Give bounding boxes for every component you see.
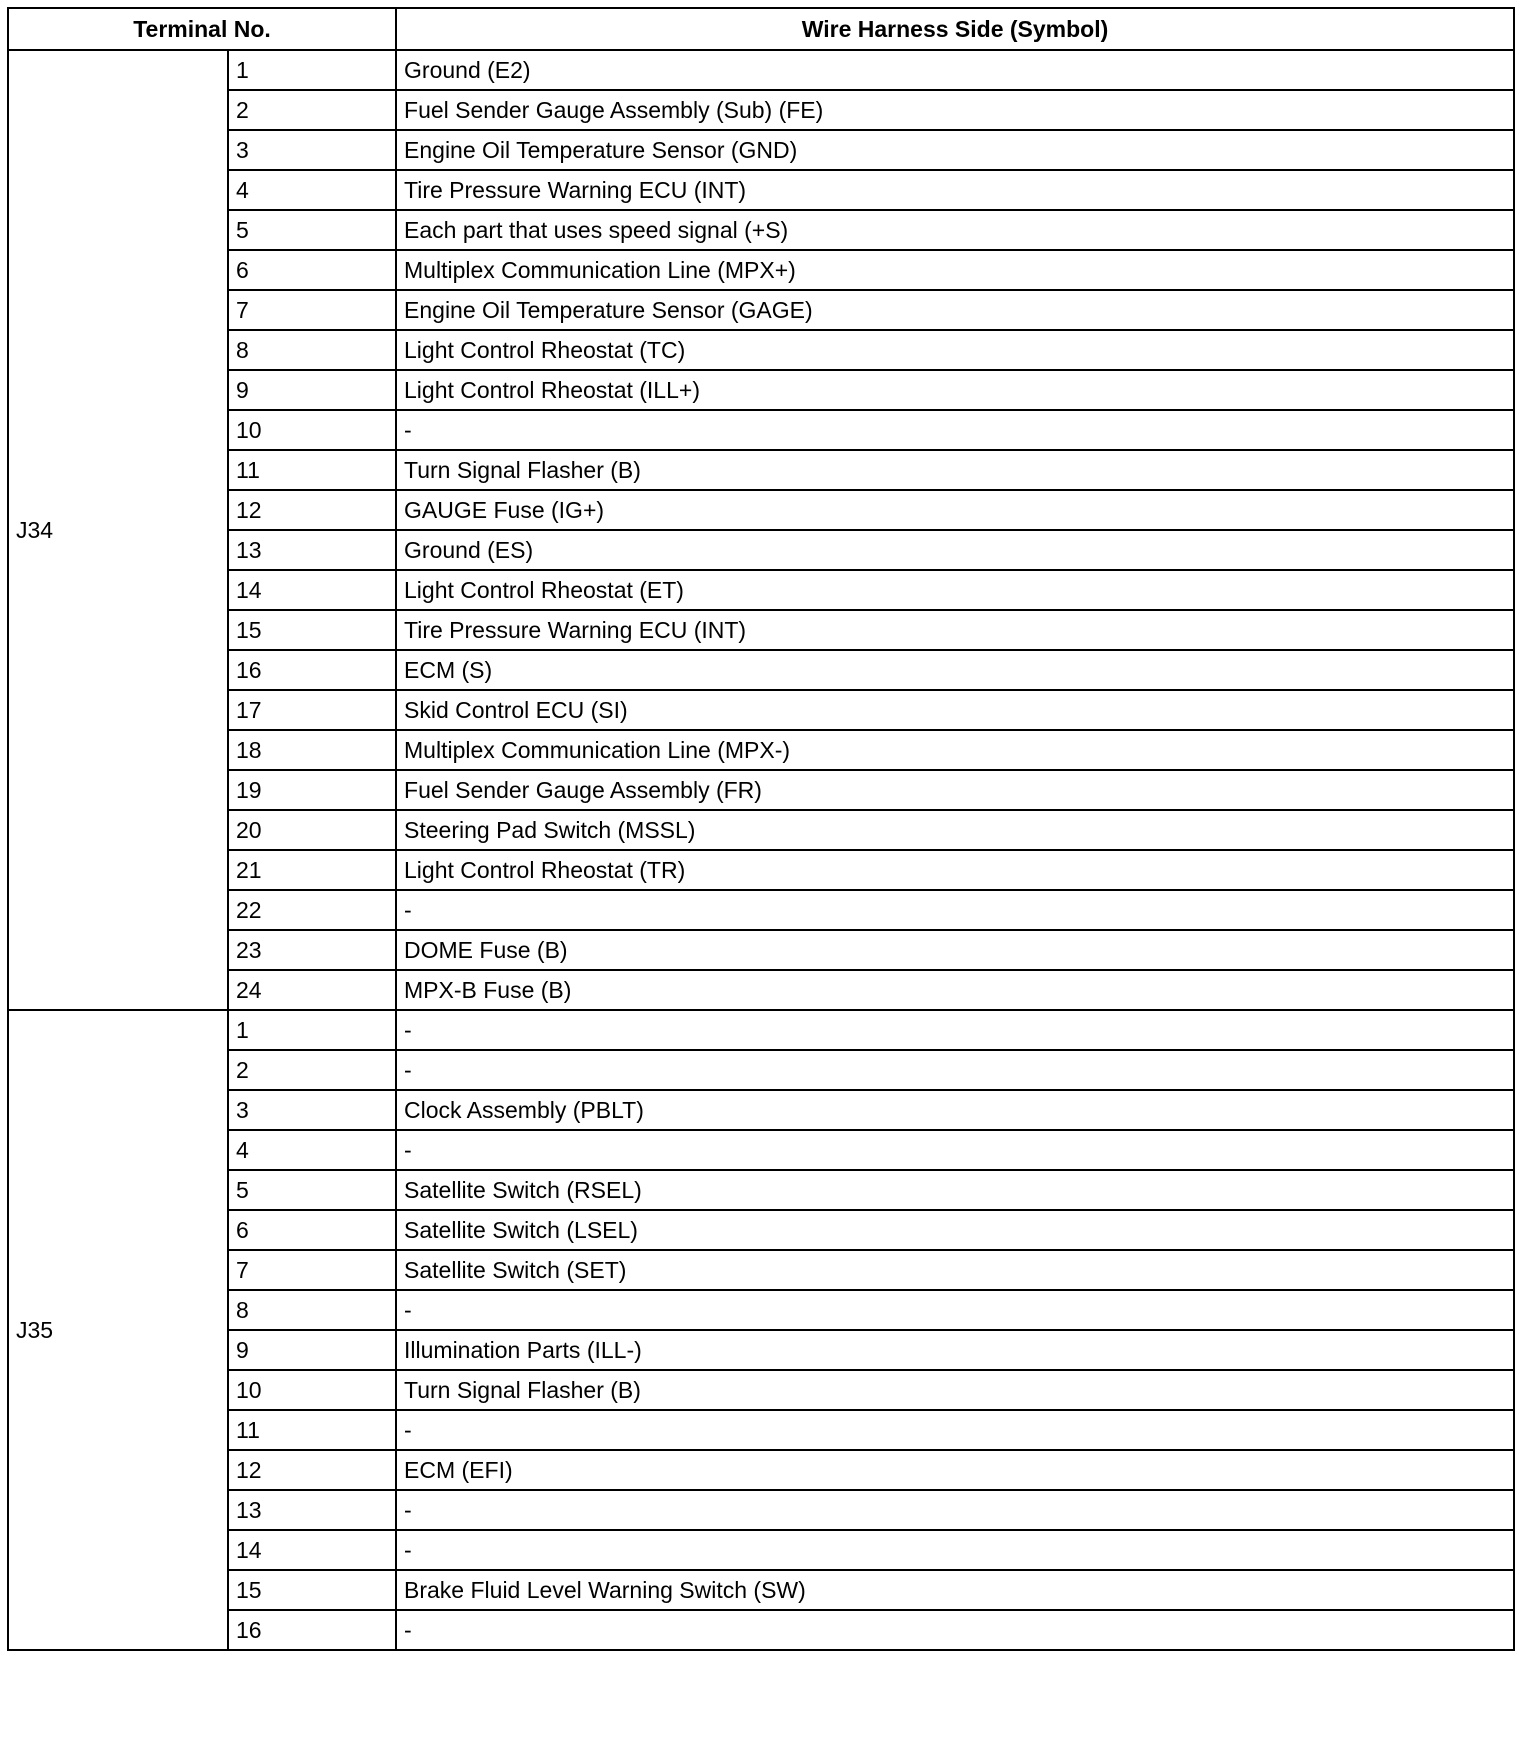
table-row (8, 450, 1514, 490)
wire-harness-cell: Multiplex Communication Line (MPX+) (396, 250, 1514, 290)
terminal-number-cell: 7 (228, 1250, 396, 1290)
terminal-number-cell: 24 (228, 970, 396, 1010)
terminal-number-cell: 8 (228, 1290, 396, 1330)
connector-cell: J34 (8, 50, 228, 1010)
table-row (8, 1290, 1514, 1330)
header-terminal-no: Terminal No. (8, 8, 396, 50)
terminal-number-cell: 21 (228, 850, 396, 890)
table-row (8, 50, 1514, 90)
terminal-number-cell: 19 (228, 770, 396, 810)
terminal-number-cell: 11 (228, 450, 396, 490)
wire-harness-cell: Fuel Sender Gauge Assembly (Sub) (FE) (396, 90, 1514, 130)
terminal-number-cell: 20 (228, 810, 396, 850)
terminal-number-cell: 10 (228, 410, 396, 450)
terminal-number-cell: 5 (228, 210, 396, 250)
wire-harness-cell: Engine Oil Temperature Sensor (GND) (396, 130, 1514, 170)
wire-harness-cell: Turn Signal Flasher (B) (396, 1370, 1514, 1410)
wire-harness-cell: Multiplex Communication Line (MPX-) (396, 730, 1514, 770)
terminal-number-cell: 9 (228, 370, 396, 410)
table-row (8, 850, 1514, 890)
table-row (8, 890, 1514, 930)
table-row (8, 330, 1514, 370)
wire-harness-cell: Satellite Switch (SET) (396, 1250, 1514, 1290)
table-row (8, 1250, 1514, 1290)
wire-harness-cell: ECM (EFI) (396, 1450, 1514, 1490)
table-row (8, 170, 1514, 210)
wire-harness-cell: - (396, 1490, 1514, 1530)
terminal-number-cell: 9 (228, 1330, 396, 1370)
terminal-number-cell: 8 (228, 330, 396, 370)
wire-harness-cell: Turn Signal Flasher (B) (396, 450, 1514, 490)
table-row (8, 970, 1514, 1010)
wire-harness-cell: - (396, 1010, 1514, 1050)
table-row (8, 1450, 1514, 1490)
table-row (8, 1610, 1514, 1650)
terminal-number-cell: 5 (228, 1170, 396, 1210)
wire-harness-cell: - (396, 1290, 1514, 1330)
wire-harness-cell: Illumination Parts (ILL-) (396, 1330, 1514, 1370)
terminal-number-cell: 14 (228, 1530, 396, 1570)
table-row (8, 1530, 1514, 1570)
table-row (8, 410, 1514, 450)
terminal-number-cell: 7 (228, 290, 396, 330)
wire-harness-cell: - (396, 890, 1514, 930)
terminal-number-cell: 4 (228, 170, 396, 210)
wire-harness-cell: Satellite Switch (RSEL) (396, 1170, 1514, 1210)
terminal-number-cell: 14 (228, 570, 396, 610)
wire-harness-cell: Steering Pad Switch (MSSL) (396, 810, 1514, 850)
wire-harness-cell: Ground (ES) (396, 530, 1514, 570)
wire-harness-cell: - (396, 1530, 1514, 1570)
table-row (8, 1010, 1514, 1050)
wire-harness-cell: Clock Assembly (PBLT) (396, 1090, 1514, 1130)
wire-harness-cell: Light Control Rheostat (TC) (396, 330, 1514, 370)
wire-harness-cell: Tire Pressure Warning ECU (INT) (396, 170, 1514, 210)
terminal-number-cell: 6 (228, 1210, 396, 1250)
terminal-number-cell: 17 (228, 690, 396, 730)
terminal-number-cell: 4 (228, 1130, 396, 1170)
table-row (8, 1410, 1514, 1450)
terminal-number-cell: 16 (228, 650, 396, 690)
table-row (8, 610, 1514, 650)
terminal-table (7, 7, 1515, 1651)
terminal-number-cell: 6 (228, 250, 396, 290)
table-row (8, 1130, 1514, 1170)
terminal-number-cell: 18 (228, 730, 396, 770)
terminal-number-cell: 3 (228, 130, 396, 170)
wire-harness-cell: Engine Oil Temperature Sensor (GAGE) (396, 290, 1514, 330)
table-row (8, 1050, 1514, 1090)
wire-harness-cell: Fuel Sender Gauge Assembly (FR) (396, 770, 1514, 810)
terminal-number-cell: 16 (228, 1610, 396, 1650)
table-row (8, 1090, 1514, 1130)
table-header (8, 8, 1514, 50)
table-row (8, 930, 1514, 970)
terminal-number-cell: 22 (228, 890, 396, 930)
wire-harness-cell: Light Control Rheostat (ILL+) (396, 370, 1514, 410)
terminal-number-cell: 13 (228, 1490, 396, 1530)
wire-harness-cell: Light Control Rheostat (TR) (396, 850, 1514, 890)
table-row (8, 1370, 1514, 1410)
table-row (8, 810, 1514, 850)
table-row (8, 250, 1514, 290)
wire-harness-cell: GAUGE Fuse (IG+) (396, 490, 1514, 530)
terminal-number-cell: 2 (228, 1050, 396, 1090)
table-row (8, 1210, 1514, 1250)
table-row (8, 490, 1514, 530)
terminal-number-cell: 12 (228, 1450, 396, 1490)
terminal-number-cell: 1 (228, 1010, 396, 1050)
header-wire-harness-side: Wire Harness Side (Symbol) (396, 8, 1514, 50)
table-row (8, 1170, 1514, 1210)
wire-harness-cell: Each part that uses speed signal (+S) (396, 210, 1514, 250)
wire-harness-cell: ECM (S) (396, 650, 1514, 690)
terminal-number-cell: 10 (228, 1370, 396, 1410)
table-row (8, 1330, 1514, 1370)
terminal-number-cell: 15 (228, 610, 396, 650)
wire-harness-cell: Tire Pressure Warning ECU (INT) (396, 610, 1514, 650)
table-row (8, 130, 1514, 170)
terminal-number-cell: 3 (228, 1090, 396, 1130)
header-row (8, 8, 1514, 50)
table-row (8, 90, 1514, 130)
terminal-number-cell: 23 (228, 930, 396, 970)
table-row (8, 690, 1514, 730)
table-row (8, 290, 1514, 330)
wire-harness-cell: - (396, 1050, 1514, 1090)
wire-harness-cell: - (396, 410, 1514, 450)
wire-harness-cell: - (396, 1130, 1514, 1170)
table-row (8, 1570, 1514, 1610)
wire-harness-cell: - (396, 1410, 1514, 1450)
terminal-number-cell: 15 (228, 1570, 396, 1610)
terminal-number-cell: 12 (228, 490, 396, 530)
table-row (8, 530, 1514, 570)
wire-harness-cell: Light Control Rheostat (ET) (396, 570, 1514, 610)
terminal-number-cell: 2 (228, 90, 396, 130)
table-row (8, 650, 1514, 690)
wire-harness-cell: Ground (E2) (396, 50, 1514, 90)
terminal-number-cell: 13 (228, 530, 396, 570)
connector-cell: J35 (8, 1010, 228, 1650)
table-row (8, 730, 1514, 770)
terminal-number-cell: 1 (228, 50, 396, 90)
table-body (8, 50, 1514, 1650)
wire-harness-cell: DOME Fuse (B) (396, 930, 1514, 970)
wire-harness-cell: Skid Control ECU (SI) (396, 690, 1514, 730)
wire-harness-cell: Satellite Switch (LSEL) (396, 1210, 1514, 1250)
table-row (8, 1490, 1514, 1530)
wire-harness-cell: MPX-B Fuse (B) (396, 970, 1514, 1010)
terminal-number-cell: 11 (228, 1410, 396, 1450)
table-row (8, 570, 1514, 610)
table-row (8, 370, 1514, 410)
table-row (8, 210, 1514, 250)
wire-harness-cell: - (396, 1610, 1514, 1650)
table-row (8, 770, 1514, 810)
wire-harness-cell: Brake Fluid Level Warning Switch (SW) (396, 1570, 1514, 1610)
